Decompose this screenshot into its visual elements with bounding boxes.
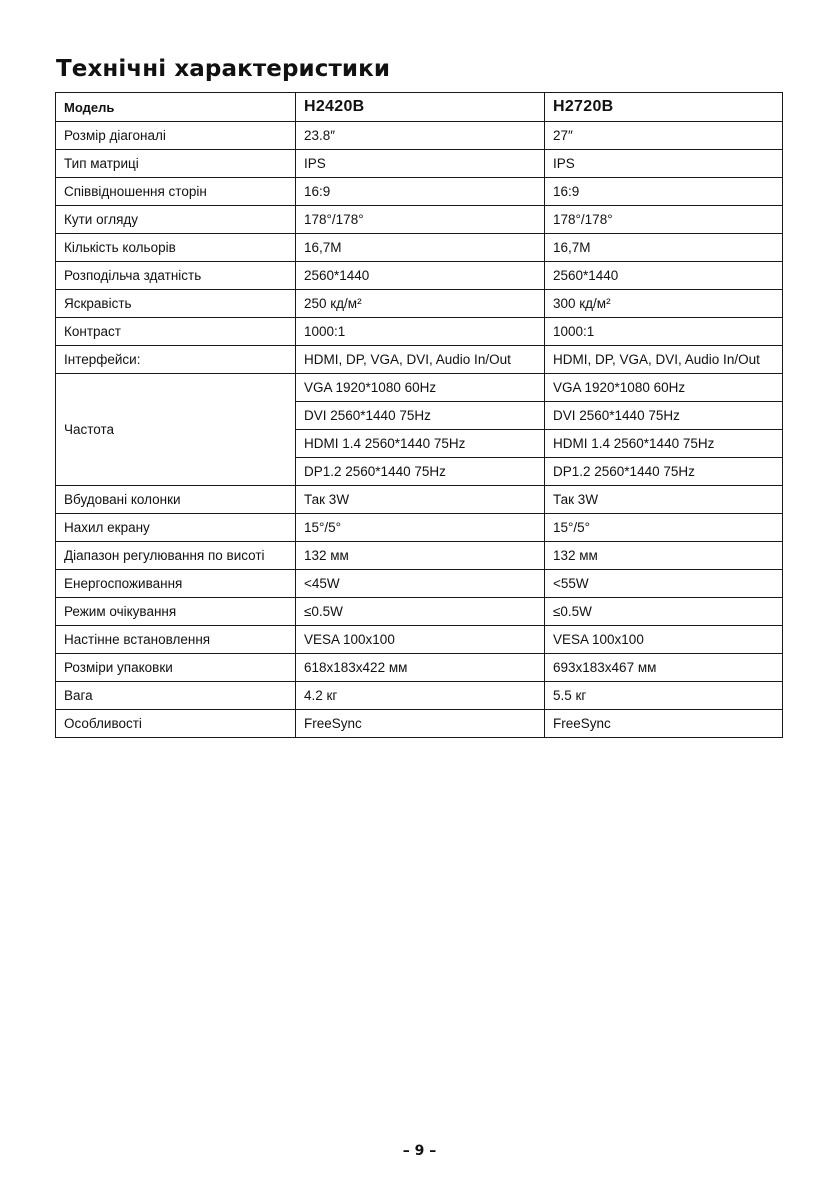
row-value-model-1: 178°/178° [296,206,545,234]
table-row [56,486,783,514]
frequency-value-model-2: VGA 1920*1080 60Hz [545,374,783,402]
row-label: Розміри упаковки [56,654,296,682]
row-value-model-1: 1000:1 [296,318,545,346]
table-row [56,542,783,570]
row-label: Особливості [56,710,296,738]
row-value-model-2: 693x183x467 мм [545,654,783,682]
row-value-model-2: FreeSync [545,710,783,738]
table-row [56,710,783,738]
header-model-2: H2720B [545,93,783,122]
row-label: Кількість кольорів [56,234,296,262]
row-label: Енергоспоживання [56,570,296,598]
row-value-model-1: 132 мм [296,542,545,570]
row-value-model-2: 2560*1440 [545,262,783,290]
table-row-frequency [56,374,783,402]
table-row [56,290,783,318]
page-number: – 9 – [402,1143,437,1159]
row-value-model-2: <55W [545,570,783,598]
row-value-model-2: IPS [545,150,783,178]
table-row [56,570,783,598]
row-value-model-2: VESA 100x100 [545,626,783,654]
row-value-model-2: 15°/5° [545,514,783,542]
row-value-model-1: 15°/5° [296,514,545,542]
row-label: Інтерфейси: [56,346,296,374]
row-value-model-1: HDMI, DP, VGA, DVI, Audio In/Out [296,346,545,374]
table-row [56,514,783,542]
row-label: Співвідношення сторін [56,178,296,206]
row-label: Режим очікування [56,598,296,626]
row-value-model-2: 16,7M [545,234,783,262]
row-value-model-2: 1000:1 [545,318,783,346]
row-value-model-1: FreeSync [296,710,545,738]
row-value-model-2: Так 3W [545,486,783,514]
page-title: Технічні характеристики [56,56,391,82]
row-label: Кути огляду [56,206,296,234]
table-row [56,654,783,682]
row-value-model-1: Так 3W [296,486,545,514]
row-label: Тип матриці [56,150,296,178]
table-row [56,626,783,654]
row-label: Розподільча здатність [56,262,296,290]
row-value-model-1: 16,7M [296,234,545,262]
frequency-value-model-2: DVI 2560*1440 75Hz [545,402,783,430]
frequency-value-model-1: HDMI 1.4 2560*1440 75Hz [296,430,545,458]
row-label: Вага [56,682,296,710]
row-value-model-1: 23.8″ [296,122,545,150]
row-label: Яскравість [56,290,296,318]
table-header-row [56,93,783,122]
row-value-model-1: 16:9 [296,178,545,206]
row-value-model-2: 5.5 кг [545,682,783,710]
row-value-model-2: 16:9 [545,178,783,206]
header-model-label: Модель [56,93,296,122]
table-row [56,150,783,178]
row-value-model-2: 300 кд/м² [545,290,783,318]
table-row [56,682,783,710]
row-value-model-1: 250 кд/м² [296,290,545,318]
frequency-value-model-1: VGA 1920*1080 60Hz [296,374,545,402]
row-label: Нахил екрану [56,514,296,542]
spec-table [55,92,783,738]
table-row [56,598,783,626]
table-row [56,122,783,150]
frequency-value-model-2: HDMI 1.4 2560*1440 75Hz [545,430,783,458]
frequency-label: Частота [56,374,296,486]
table-row [56,234,783,262]
table-row [56,318,783,346]
frequency-value-model-1: DVI 2560*1440 75Hz [296,402,545,430]
row-label: Настінне встановлення [56,626,296,654]
row-value-model-1: <45W [296,570,545,598]
table-row [56,178,783,206]
header-model-1: H2420B [296,93,545,122]
row-label: Розмір діагоналі [56,122,296,150]
row-label: Діапазон регулювання по висоті [56,542,296,570]
row-value-model-1: ≤0.5W [296,598,545,626]
table-row [56,206,783,234]
row-value-model-2: HDMI, DP, VGA, DVI, Audio In/Out [545,346,783,374]
row-value-model-2: 27″ [545,122,783,150]
row-value-model-1: 4.2 кг [296,682,545,710]
row-label: Вбудовані колонки [56,486,296,514]
row-label: Контраст [56,318,296,346]
row-value-model-2: 132 мм [545,542,783,570]
row-value-model-1: 618x183x422 мм [296,654,545,682]
row-value-model-2: ≤0.5W [545,598,783,626]
table-row [56,346,783,374]
row-value-model-2: 178°/178° [545,206,783,234]
row-value-model-1: IPS [296,150,545,178]
frequency-value-model-1: DP1.2 2560*1440 75Hz [296,458,545,486]
table-row [56,262,783,290]
frequency-value-model-2: DP1.2 2560*1440 75Hz [545,458,783,486]
row-value-model-1: 2560*1440 [296,262,545,290]
row-value-model-1: VESA 100x100 [296,626,545,654]
